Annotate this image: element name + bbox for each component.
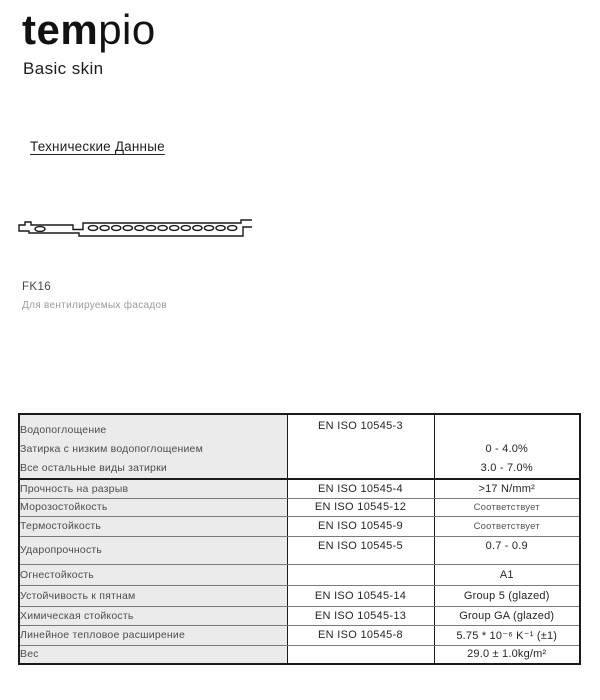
- table-row: [19, 536, 580, 564]
- property-cell: [19, 479, 287, 498]
- panel-hole: [181, 226, 190, 231]
- panel-hole: [228, 226, 237, 231]
- cell-text: Химическая стойкость: [20, 609, 134, 622]
- technical-data-table: [18, 413, 581, 665]
- panel-hole: [100, 226, 109, 231]
- property-cell: [19, 564, 287, 585]
- panel-hole: [146, 226, 155, 231]
- value-cell: [434, 536, 580, 564]
- value-cell: [434, 516, 580, 536]
- value-cell: [434, 414, 580, 479]
- panel-hole: [35, 227, 45, 232]
- value-cell: [434, 606, 580, 625]
- cell-line: 3.0 - 7.0%: [480, 462, 533, 474]
- cell-text: EN ISO 10545-13: [314, 609, 407, 622]
- panel-hole: [135, 226, 144, 231]
- cell-text: 29.0 ± 1.0kg/m²: [467, 648, 547, 661]
- cell-text: EN ISO 10545-4: [318, 482, 403, 495]
- value-cell: [434, 645, 580, 664]
- panel-hole: [112, 226, 121, 231]
- value-cell: [434, 564, 580, 585]
- cell-text: Ударопрочность: [20, 544, 103, 556]
- property-cell: [19, 625, 287, 645]
- property-cell: [19, 536, 287, 564]
- cell-text: Group 5 (glazed): [463, 589, 550, 602]
- brand-logo-bold-segment: tem: [22, 6, 99, 53]
- standard-cell: [287, 516, 434, 536]
- cell-text: Линейное тепловое расширение: [20, 629, 186, 641]
- panel-hole: [88, 226, 97, 231]
- cell-text: Соответствует: [473, 521, 540, 532]
- cell-text: EN ISO 10545-8: [318, 629, 403, 641]
- table-row: [19, 645, 580, 664]
- table-row: [19, 606, 580, 625]
- cell-text: Соответствует: [473, 502, 540, 513]
- product-line-subtitle: Basic skin: [23, 59, 104, 78]
- cell-text: >17 N/mm²: [478, 482, 535, 495]
- property-cell: [19, 414, 287, 479]
- cell-text: Огнестойкость: [20, 568, 94, 581]
- panel-hole: [193, 226, 202, 231]
- cell-text: Устойчивость к пятнам: [20, 589, 136, 602]
- panel-profile-drawing: [16, 212, 252, 244]
- table-row: [19, 498, 580, 516]
- product-description: Для вентилируемых фасадов: [22, 300, 167, 311]
- standard-cell: [287, 414, 434, 479]
- standard-cell: [287, 585, 434, 606]
- table-row: [19, 414, 580, 479]
- value-cell: [434, 625, 580, 645]
- value-cell: [434, 585, 580, 606]
- standard-cell: [287, 564, 434, 585]
- value-cell: [434, 498, 580, 516]
- property-cell: [19, 606, 287, 625]
- standard-cell: [287, 606, 434, 625]
- panel-hole: [158, 226, 167, 231]
- panel-hole: [204, 226, 213, 231]
- property-cell: [19, 516, 287, 536]
- standard-cell: [287, 536, 434, 564]
- standard-cell: [287, 625, 434, 645]
- brand-logo-light-segment: pio: [98, 6, 156, 53]
- cell-line: Все остальные виды затирки: [20, 462, 167, 474]
- standard-cell: [287, 645, 434, 664]
- standard-cell: [287, 498, 434, 516]
- cell-text: Group GA (glazed): [459, 609, 555, 622]
- cell-text: Термостойкость: [20, 520, 102, 532]
- table-row: [19, 479, 580, 498]
- cell-text: EN ISO 10545-9: [318, 520, 403, 532]
- cell-line: [435, 421, 580, 440]
- cell-text: 5.75 * 10⁻⁶ K⁻¹ (±1): [456, 629, 558, 642]
- cell-text: 0.7 - 0.9: [485, 539, 528, 552]
- cell-line: 0 - 4.0%: [485, 443, 529, 455]
- standard-cell: [287, 479, 434, 498]
- cell-text: A1: [499, 568, 514, 581]
- table-row: [19, 564, 580, 585]
- table-row: [19, 625, 580, 645]
- table-row: [19, 516, 580, 536]
- property-cell: [19, 585, 287, 606]
- cell-text: EN ISO 10545-12: [314, 501, 407, 513]
- section-heading: Технические Данные: [30, 139, 165, 154]
- cell-text: EN ISO 10545-14: [314, 589, 407, 602]
- panel-hole: [216, 226, 225, 231]
- table-row: [19, 585, 580, 606]
- cell-text: Вес: [20, 648, 39, 661]
- product-code: FK16: [22, 281, 52, 293]
- brand-logo: [22, 6, 156, 54]
- panel-hole: [170, 226, 179, 231]
- value-cell: [434, 479, 580, 498]
- cell-text: EN ISO 10545-5: [318, 539, 403, 552]
- cell-text: Морозостойкость: [20, 501, 108, 513]
- cell-text: Прочность на разрыв: [20, 482, 129, 495]
- panel-hole: [123, 226, 132, 231]
- cell-line: Водопоглощение: [20, 424, 107, 436]
- property-cell: [19, 645, 287, 664]
- cell-text: EN ISO 10545-3: [318, 420, 403, 432]
- cell-line: Затирка с низким водопоглощением: [20, 443, 204, 455]
- property-cell: [19, 498, 287, 516]
